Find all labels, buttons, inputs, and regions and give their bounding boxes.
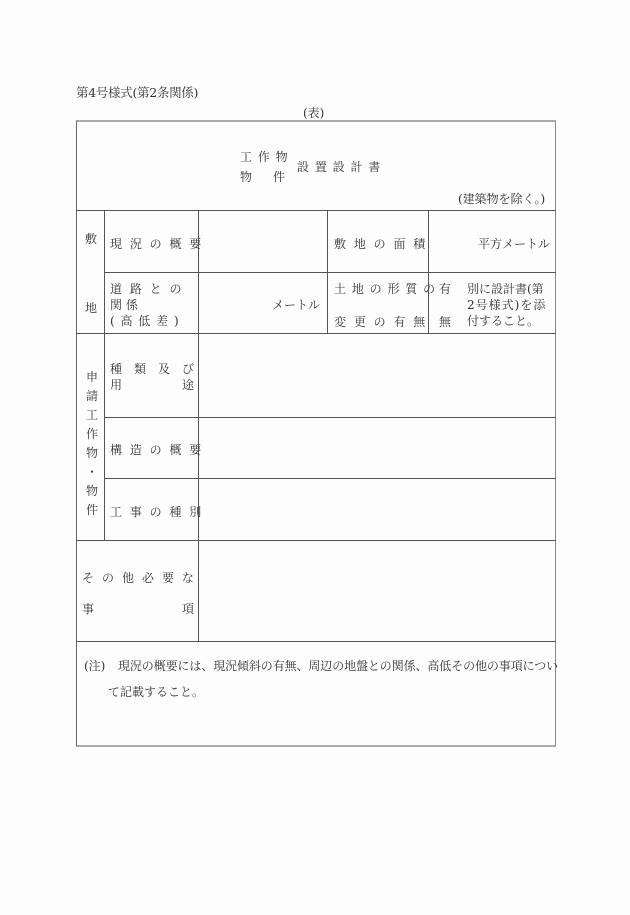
land-change-label-bottom: 変 更 の 有 無 [334,315,428,329]
type-use-label-top [110,360,194,377]
road-relation-unit: メートル [271,298,320,312]
label-char: 作 [85,427,98,441]
label-char: 用 [110,378,123,392]
application-section-label [85,368,99,520]
divider [76,641,556,642]
label-char: 類 [133,362,146,376]
title-stacked-bottom-left: 物 [240,170,253,184]
road-relation-label-line2 [110,296,194,313]
label-char: 工 [85,408,98,422]
land-change-label-top: 土 地 の 形 質 の [334,282,437,296]
label-char: 種 [110,362,123,376]
divider [104,272,556,273]
type-use-label-bottom [110,376,194,393]
label-char: 及 [157,362,170,376]
label-char: 物 [85,484,98,498]
site-section-label-bottom: 地 [85,301,98,315]
land-change-note-line1: 別に設計書(第 [467,282,544,296]
other-label-top [82,569,194,586]
current-overview-label: 現 況 の 概 要 [110,237,204,251]
road-relation-field[interactable] [199,273,326,332]
label-char: ・ [85,465,98,479]
structure-field[interactable] [199,418,556,477]
form-number: 第4号様式(第2条関係) [76,85,199,100]
land-change-note-line3: 付すること。 [467,314,540,328]
note-prefix: (注) [84,659,106,673]
label-char: 他 [121,571,134,585]
land-change-note-line2: 2号様式)を添 [467,298,547,312]
structure-label: 構 造 の 概 要 [110,443,204,457]
label-char: そ [82,571,95,585]
label-char: 物 [85,446,98,460]
site-area-unit: 平方メートル [477,237,550,251]
work-type-label: 工 事 の 種 別 [110,505,204,519]
type-use-field[interactable] [199,334,556,416]
title-stacked-bottom-right: 件 [273,170,286,184]
note-line1: 現況の概要には、現況傾斜の有無、周辺の地盤との関係、高低その他の事項につい [118,659,559,673]
title-stacked-top: 工 作 物 [240,150,289,164]
road-relation-label-line3: ( 高 低 差 ) [110,314,180,328]
face-side-label: (表) [303,106,325,120]
road-relation-label-text: 関 係 [110,298,138,312]
road-relation-label-line1: 道 路 と の [110,282,184,296]
other-label-bottom [82,600,194,617]
label-char: 請 [85,389,98,403]
label-char: 途 [181,378,194,392]
current-overview-field[interactable] [199,211,326,271]
label-char: 事 [82,602,95,616]
label-char: 件 [85,503,98,517]
label-char: 項 [181,602,194,616]
exclusion-note: (建築物を除く。) [458,192,546,206]
note-line2: て記載すること。 [108,685,205,699]
land-change-yes-option[interactable]: 有 [439,282,452,296]
divider [104,210,105,540]
label-char: の [101,571,114,585]
document-title: 設 置 設 計 書 [297,160,382,174]
other-field[interactable] [199,541,556,640]
label-char: 必 [141,571,154,585]
site-section-label-top: 敷 [85,232,98,246]
label-char: 申 [85,370,98,384]
land-change-no-option[interactable]: 無 [439,315,452,329]
divider [327,210,328,333]
site-area-label: 敷 地 の 面 積 [334,237,428,251]
site-area-field[interactable] [429,211,556,271]
label-char: 要 [161,571,174,585]
label-char: び [181,362,194,376]
work-type-field[interactable] [199,479,556,539]
label-char: な [181,571,194,585]
